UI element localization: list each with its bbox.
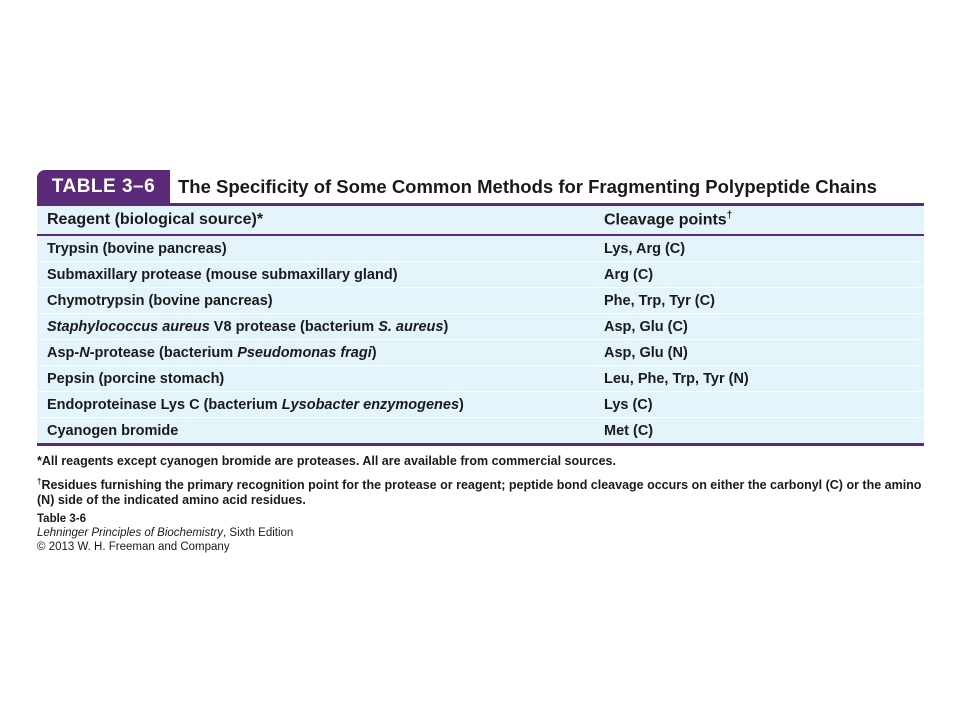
reagent-text: Submaxillary protease (mouse submaxillary gland) bbox=[47, 266, 398, 283]
reagent-cell bbox=[37, 371, 594, 387]
reagent-species: Staphylococcus aureus bbox=[47, 318, 210, 335]
reagent-cell bbox=[37, 293, 594, 309]
credit-book-line bbox=[37, 526, 293, 540]
credit-edition: , Sixth Edition bbox=[223, 527, 294, 539]
reagent-text: Asp- bbox=[47, 344, 80, 361]
cleavage-cell: Leu, Phe, Trp, Tyr (N) bbox=[604, 370, 749, 387]
table-row bbox=[37, 262, 924, 288]
column-header-cleavage-label: Cleavage points bbox=[604, 211, 727, 229]
table-header-row bbox=[37, 206, 924, 236]
table-row bbox=[37, 392, 924, 418]
reagent-cell bbox=[37, 319, 594, 335]
dagger-mark: † bbox=[726, 210, 733, 222]
reagent-cell bbox=[37, 241, 594, 257]
table-footnotes bbox=[37, 454, 924, 508]
reagent-italic: N bbox=[79, 344, 90, 361]
reagent-cell bbox=[37, 397, 594, 413]
cleavage-cell: Lys, Arg (C) bbox=[604, 240, 686, 257]
cleavage-cell: Asp, Glu (N) bbox=[604, 344, 688, 361]
reagent-species: S. aureus bbox=[378, 318, 444, 335]
cleavage-cell: Asp, Glu (C) bbox=[604, 318, 688, 335]
credit-book-title: Lehninger Principles of Biochemistry bbox=[37, 527, 224, 539]
reagent-text: Pepsin (porcine stomach) bbox=[47, 370, 225, 387]
column-header-reagent: Reagent (biological source)* bbox=[47, 211, 264, 228]
data-table bbox=[37, 170, 924, 513]
cleavage-cell: Lys (C) bbox=[604, 396, 653, 413]
dagger-mark: † bbox=[37, 477, 42, 486]
reagent-species: Pseudomonas fragi bbox=[237, 344, 372, 361]
reagent-text: ) bbox=[459, 396, 464, 413]
cleavage-cell: Arg (C) bbox=[604, 266, 654, 283]
reagent-text: V8 protease (bacterium bbox=[209, 318, 379, 335]
reagent-text: -protease (bacterium bbox=[89, 344, 238, 361]
source-credit bbox=[37, 512, 293, 554]
reagent-text: ) bbox=[443, 318, 449, 335]
credit-copyright: © 2013 W. H. Freeman and Company bbox=[37, 541, 230, 553]
reagent-text: Endoproteinase Lys C (bacterium bbox=[47, 396, 282, 413]
reagent-species: Lysobacter enzymogenes bbox=[281, 396, 460, 413]
reagent-text: Trypsin (bovine pancreas) bbox=[47, 240, 227, 257]
reagent-text: Chymotrypsin (bovine pancreas) bbox=[47, 292, 273, 309]
table-title-row bbox=[37, 170, 924, 203]
footnote-dagger-text: Residues furnishing the primary recognition point for the protease or reagent; peptide bond cleavage occurs on either the carbonyl (C) or the amino (N) side of the indicated amino acid residues. bbox=[37, 478, 922, 508]
table-row bbox=[37, 366, 924, 392]
credit-label: Table 3-6 bbox=[37, 513, 86, 525]
cleavage-cell: Met (C) bbox=[604, 422, 654, 439]
table-row bbox=[37, 288, 924, 314]
reagent-text: Cyanogen bromide bbox=[47, 422, 179, 439]
table-title: The Specificity of Some Common Methods for Fragmenting Polypeptide Chains bbox=[178, 176, 877, 197]
cleavage-cell: Phe, Trp, Tyr (C) bbox=[604, 292, 715, 309]
table-number-badge: TABLE 3–6 bbox=[37, 170, 170, 203]
table-row bbox=[37, 236, 924, 262]
table-row bbox=[37, 340, 924, 366]
table-row bbox=[37, 314, 924, 340]
footnote-asterisk: *All reagents except cyanogen bromide are proteases. All are available from commercial sources. bbox=[37, 454, 616, 468]
table-bottom-divider bbox=[37, 443, 924, 446]
reagent-cell bbox=[37, 267, 594, 283]
table-grid bbox=[37, 206, 924, 443]
reagent-cell bbox=[37, 423, 594, 439]
reagent-cell bbox=[37, 345, 594, 361]
column-header-cleavage bbox=[594, 210, 924, 229]
reagent-text: ) bbox=[371, 344, 377, 361]
footnote-dagger bbox=[37, 474, 924, 508]
table-row bbox=[37, 418, 924, 443]
